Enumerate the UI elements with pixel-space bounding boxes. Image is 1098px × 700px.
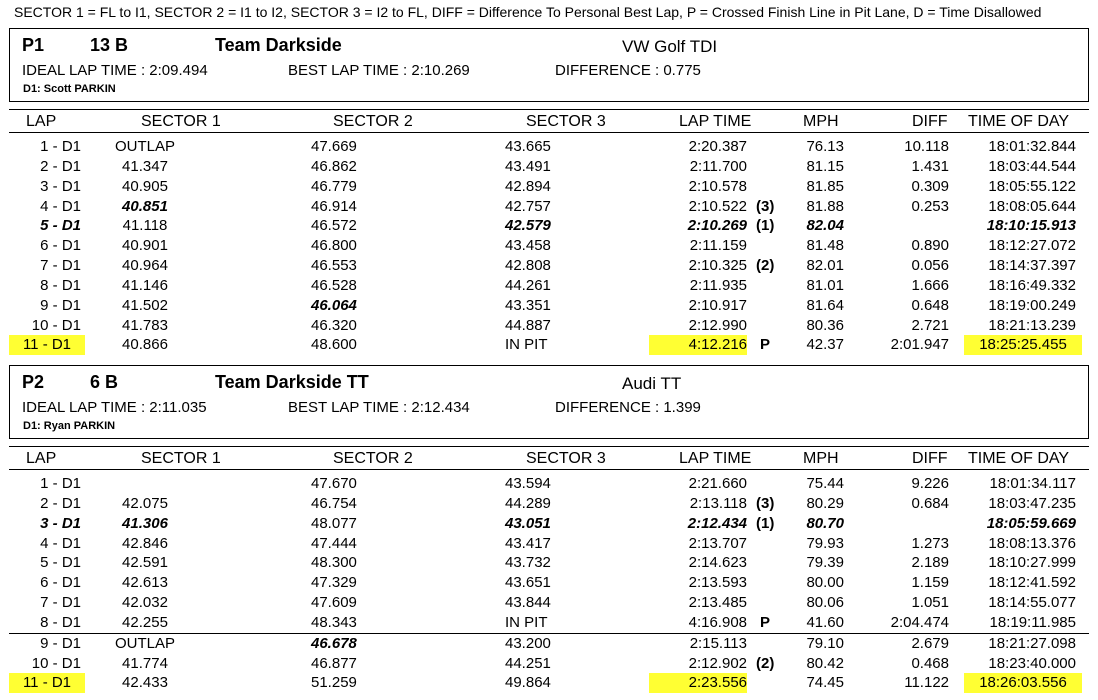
lap-time-cell: 4:16.908 [688, 613, 747, 631]
entry-header-box [9, 365, 1089, 439]
team-name: Team Darkside TT [215, 372, 369, 392]
lap-rank: (1) [756, 514, 775, 532]
sector-3-cell: 43.051 [505, 514, 551, 532]
diff-cell: 0.684 [911, 494, 949, 512]
mph-cell: 41.60 [806, 613, 844, 631]
lap-cell: 7 - D1 [40, 257, 81, 275]
col-lap-time: LAP TIME [679, 450, 752, 467]
lap-time-cell: 2:23.556 [649, 673, 747, 693]
lap-time-cell: 2:14.623 [688, 554, 747, 572]
sector-2-cell: 48.600 [311, 336, 357, 354]
entry-header-box [9, 28, 1089, 102]
table-row [9, 553, 1089, 573]
mph-cell: 81.15 [806, 157, 844, 175]
sector-1-cell: 42.032 [122, 594, 168, 612]
lap-rank: (3) [756, 197, 775, 215]
time-of-day-cell: 18:16:49.332 [988, 276, 1076, 294]
sector-2-cell: 46.754 [311, 494, 357, 512]
lap-rank: (2) [756, 654, 775, 672]
position: P2 [22, 372, 45, 392]
col-diff: DIFF [912, 113, 948, 130]
column-headers [9, 438, 1089, 470]
lap-rows [9, 137, 1089, 355]
mph-cell: 74.45 [806, 674, 844, 692]
lap-cell: 11 - D1 [9, 673, 85, 693]
diff-cell: 1.051 [911, 594, 949, 612]
mph-cell: 76.13 [806, 138, 844, 155]
lap-time-cell: 2:13.485 [688, 594, 747, 612]
sector-2-cell: 46.528 [311, 276, 357, 294]
time-of-day-cell: 18:01:34.117 [989, 475, 1076, 492]
car-number: 6 B [90, 372, 119, 392]
sector-1-cell: 42.075 [122, 494, 168, 512]
diff-cell: 0.253 [911, 197, 949, 215]
sector-1-cell: 41.347 [122, 157, 168, 175]
position: P1 [22, 35, 45, 55]
sector-2-cell: 46.553 [311, 257, 357, 275]
table-row [9, 673, 1089, 693]
table-row [9, 157, 1089, 177]
lap-time-cell: 2:13.118 [689, 494, 747, 512]
lap-rank: (3) [756, 494, 775, 512]
sector-3-cell: 43.417 [505, 534, 551, 552]
lap-cell: 4 - D1 [40, 534, 81, 552]
lap-time-cell: 2:10.325 [688, 257, 747, 275]
difference: DIFFERENCE : 0.775 [555, 62, 701, 79]
table-row [9, 316, 1089, 336]
sector-1-cell: OUTLAP [114, 138, 175, 155]
mph-cell: 79.93 [806, 534, 844, 552]
car-number: 13 B [90, 35, 129, 55]
lap-time-cell: 2:13.707 [688, 534, 747, 552]
time-of-day-cell: 18:05:59.669 [986, 514, 1076, 532]
legend-text: SECTOR 1 = FL to I1, SECTOR 2 = I1 to I2, SECTOR 3 = I2 to FL, DIFF = Difference To Personal Best Lap, P = Crossed Finish Line in Pit Lane, D = Time Disallowed [14, 4, 1042, 20]
car-model: Audi TT [622, 374, 682, 393]
sector-3-cell: 43.200 [505, 634, 551, 652]
sector-2-cell: 48.343 [311, 613, 357, 631]
diff-cell: 11.122 [904, 674, 949, 692]
table-row [9, 514, 1089, 534]
time-of-day-cell: 18:01:32.844 [988, 138, 1076, 155]
sector-2-cell: 46.914 [311, 197, 357, 215]
sector-3-cell: 49.864 [505, 674, 551, 692]
mph-cell: 79.39 [806, 554, 844, 572]
lap-cell: 11 - D1 [9, 335, 85, 355]
lap-cell: 8 - D1 [40, 276, 81, 294]
lap-cell: 10 - D1 [31, 316, 81, 334]
sector-2-cell: 46.320 [311, 316, 357, 334]
diff-cell: 2.721 [911, 316, 949, 334]
time-of-day-cell: 18:25:25.455 [964, 335, 1082, 355]
col-lap: LAP [26, 450, 57, 467]
diff-cell: 9.226 [911, 475, 949, 492]
time-of-day-cell: 18:12:41.592 [988, 574, 1076, 592]
lap-cell: 10 - D1 [31, 654, 81, 672]
diff-cell: 2:04.474 [890, 613, 949, 631]
lap-cell: 5 - D1 [40, 217, 81, 235]
col-time-of-day: TIME OF DAY [968, 113, 1070, 130]
sector-1-cell: 41.306 [122, 514, 168, 532]
time-of-day-cell: 18:08:13.376 [988, 534, 1076, 552]
time-of-day-cell: 18:03:44.544 [988, 157, 1076, 175]
time-of-day-cell: 18:12:27.072 [988, 237, 1076, 255]
ideal-lap-time: IDEAL LAP TIME : 2:11.035 [22, 399, 207, 416]
sector-1-cell: 40.905 [122, 177, 168, 195]
sector-2-cell: 51.259 [311, 674, 357, 692]
diff-cell: 1.431 [911, 157, 949, 175]
sector-3-cell: 42.579 [505, 217, 551, 235]
sector-3-cell: 43.651 [505, 574, 551, 592]
lap-time-cell: 2:10.578 [688, 177, 747, 195]
team-name: Team Darkside [215, 35, 342, 55]
driver-name: D1: Scott PARKIN [23, 83, 116, 95]
time-of-day-cell: 18:05:55.122 [988, 177, 1076, 195]
sector-3-cell: 42.894 [505, 177, 551, 195]
sector-3-cell: 44.289 [505, 494, 551, 512]
time-of-day-cell: 18:08:05.644 [988, 197, 1076, 215]
lap-time-cell: 2:12.902 [688, 654, 747, 672]
mph-cell: 81.88 [806, 197, 844, 215]
lap-cell: 5 - D1 [40, 554, 81, 572]
sector-1-cell: 42.613 [122, 574, 168, 592]
col-sector-3: SECTOR 3 [526, 113, 606, 130]
col-diff: DIFF [912, 450, 948, 467]
mph-cell: 80.42 [806, 654, 844, 672]
sector-2-cell: 46.877 [311, 654, 357, 672]
time-of-day-cell: 18:23:40.000 [988, 654, 1076, 672]
table-row [9, 633, 1089, 654]
diff-cell: 10.118 [904, 138, 949, 155]
table-row [9, 573, 1089, 593]
table-row [9, 177, 1089, 197]
table-row [9, 216, 1089, 236]
sector-2-cell: 46.064 [311, 296, 357, 314]
lap-time-cell: 2:11.159 [689, 237, 747, 255]
sector-1-cell: 41.774 [122, 654, 168, 672]
time-of-day-cell: 18:03:47.235 [988, 494, 1076, 512]
sector-2-cell: 46.572 [311, 217, 357, 235]
lap-time-cell: 2:10.269 [687, 217, 747, 235]
lap-rank: (2) [756, 257, 775, 275]
sector-2-cell: 46.779 [311, 177, 357, 195]
best-lap-time: BEST LAP TIME : 2:10.269 [288, 62, 470, 79]
diff-cell: 0.890 [911, 237, 949, 255]
lap-time-cell: 2:12.990 [688, 316, 747, 334]
col-lap-time: LAP TIME [679, 113, 752, 130]
table-row [9, 593, 1089, 613]
lap-cell: 8 - D1 [40, 613, 81, 631]
time-of-day-cell: 18:14:37.397 [988, 257, 1076, 275]
ideal-lap-time: IDEAL LAP TIME : 2:09.494 [22, 62, 208, 79]
time-of-day-cell: 18:21:13.239 [988, 316, 1076, 334]
col-sector-2: SECTOR 2 [333, 113, 413, 130]
sector-3-cell: 44.261 [505, 276, 551, 294]
lap-cell: 9 - D1 [40, 296, 81, 314]
time-of-day-cell: 18:19:11.985 [989, 613, 1076, 631]
mph-cell: 80.36 [806, 316, 844, 334]
sector-2-cell: 46.678 [311, 634, 357, 652]
lap-cell: 6 - D1 [40, 237, 81, 255]
sector-3-cell: 44.251 [505, 654, 551, 672]
sector-2-cell: 46.800 [311, 237, 357, 255]
lap-cell: 3 - D1 [40, 514, 81, 532]
lap-time-cell: 2:13.593 [688, 574, 747, 592]
lap-rows [9, 474, 1089, 693]
sector-3-cell: 43.594 [505, 475, 551, 492]
sector-1-cell: 41.118 [122, 217, 168, 235]
table-row [9, 534, 1089, 554]
mph-cell: 81.01 [806, 276, 844, 294]
sector-1-cell: 40.851 [122, 197, 168, 215]
sector-3-cell: 43.351 [505, 296, 551, 314]
sector-1-cell: 40.866 [122, 336, 168, 354]
col-sector-1: SECTOR 1 [141, 113, 221, 130]
diff-cell: 1.159 [911, 574, 949, 592]
time-of-day-cell: 18:14:55.077 [988, 594, 1076, 612]
mph-cell: 80.00 [806, 574, 844, 592]
sector-2-cell: 46.862 [311, 157, 357, 175]
col-time-of-day: TIME OF DAY [968, 450, 1070, 467]
lap-time-cell: 4:12.216 [649, 335, 747, 355]
lap-time-cell: 2:11.935 [689, 276, 747, 294]
time-of-day-cell: 18:26:03.556 [964, 673, 1082, 693]
mph-cell: 80.06 [806, 594, 844, 612]
lap-cell: 7 - D1 [40, 594, 81, 612]
mph-cell: 81.48 [806, 237, 844, 255]
sector-3-cell: 43.491 [505, 157, 551, 175]
sector-3-cell: 43.665 [505, 138, 551, 155]
sector-2-cell: 47.669 [311, 138, 357, 155]
column-headers [9, 101, 1089, 133]
table-row [9, 137, 1089, 157]
lap-cell: 9 - D1 [40, 634, 81, 652]
sector-1-cell: 41.146 [122, 276, 168, 294]
lap-time-cell: 2:10.522 [688, 197, 747, 215]
lap-rank: (1) [756, 217, 775, 235]
best-lap-time: BEST LAP TIME : 2:12.434 [288, 399, 470, 416]
sector-2-cell: 47.609 [311, 594, 357, 612]
car-model: VW Golf TDI [622, 37, 718, 56]
sector-1-cell: 42.433 [122, 674, 168, 692]
col-mph: MPH [803, 450, 839, 467]
lap-time-cell: 2:12.434 [687, 514, 747, 532]
lap-time-cell: 2:11.700 [689, 157, 747, 175]
sector-3-cell: 43.732 [505, 554, 551, 572]
table-row [9, 474, 1089, 494]
sector-3-cell: 42.808 [505, 257, 551, 275]
sector-1-cell: 40.964 [122, 257, 168, 275]
col-sector-3: SECTOR 3 [526, 450, 606, 467]
time-of-day-cell: 18:10:27.999 [988, 554, 1076, 572]
col-sector-2: SECTOR 2 [333, 450, 413, 467]
time-of-day-cell: 18:19:00.249 [988, 296, 1076, 314]
sector-2-cell: 47.329 [311, 574, 357, 592]
table-row [9, 335, 1089, 355]
sector-1-cell: 42.591 [122, 554, 168, 572]
lap-time-cell: 2:21.660 [688, 475, 747, 492]
lap-cell: 3 - D1 [40, 177, 81, 195]
mph-cell: 81.85 [806, 177, 844, 195]
lap-time-cell: 2:20.387 [688, 138, 747, 155]
pit-flag: P [760, 336, 771, 354]
mph-cell: 80.29 [806, 494, 844, 512]
diff-cell: 2.679 [911, 634, 949, 652]
diff-cell: 2:01.947 [890, 336, 949, 354]
diff-cell: 0.309 [911, 177, 949, 195]
sector-1-cell: 41.502 [122, 296, 168, 314]
table-row [9, 276, 1089, 296]
lap-cell: 6 - D1 [40, 574, 81, 592]
mph-cell: 79.10 [806, 634, 844, 652]
diff-cell: 0.648 [911, 296, 949, 314]
diff-cell: 0.056 [911, 257, 949, 275]
sector-2-cell: 47.670 [311, 475, 357, 492]
sector-3-cell: 43.458 [505, 237, 551, 255]
sector-1-cell: 41.783 [122, 316, 168, 334]
col-lap: LAP [26, 113, 57, 130]
mph-cell: 75.44 [806, 475, 844, 492]
diff-cell: 1.273 [911, 534, 949, 552]
time-of-day-cell: 18:10:15.913 [986, 217, 1076, 235]
lap-time-cell: 2:15.113 [689, 634, 747, 652]
driver-name: D1: Ryan PARKIN [23, 420, 116, 432]
table-row [9, 494, 1089, 514]
mph-cell: 82.01 [806, 257, 844, 275]
sector-3-cell: IN PIT [505, 613, 548, 631]
sector-3-cell: IN PIT [505, 336, 548, 354]
table-row [9, 296, 1089, 316]
sector-1-cell: 42.846 [122, 534, 168, 552]
table-row [9, 613, 1089, 633]
table-row [9, 236, 1089, 256]
pit-flag: P [760, 613, 771, 631]
table-row [9, 654, 1089, 674]
lap-cell: 4 - D1 [40, 197, 81, 215]
diff-cell: 0.468 [911, 654, 949, 672]
lap-cell: 1 - D1 [40, 475, 81, 492]
table-row [9, 256, 1089, 276]
sector-3-cell: 43.844 [505, 594, 551, 612]
sector-1-cell: 42.255 [122, 613, 168, 631]
sector-3-cell: 42.757 [505, 197, 551, 215]
col-sector-1: SECTOR 1 [141, 450, 221, 467]
lap-cell: 2 - D1 [40, 494, 81, 512]
diff-cell: 2.189 [911, 554, 949, 572]
table-row [9, 197, 1089, 217]
lap-cell: 1 - D1 [40, 138, 81, 155]
mph-cell: 42.37 [806, 336, 844, 354]
sector-1-cell: OUTLAP [114, 634, 175, 652]
lap-cell: 2 - D1 [40, 157, 81, 175]
lap-time-cell: 2:10.917 [688, 296, 747, 314]
sector-3-cell: 44.887 [505, 316, 551, 334]
diff-cell: 1.666 [911, 276, 949, 294]
col-mph: MPH [803, 113, 839, 130]
sector-1-cell: 40.901 [122, 237, 168, 255]
mph-cell: 82.04 [806, 217, 844, 235]
difference: DIFFERENCE : 1.399 [555, 399, 701, 416]
mph-cell: 80.70 [806, 514, 844, 532]
sector-2-cell: 48.300 [311, 554, 357, 572]
mph-cell: 81.64 [806, 296, 844, 314]
sector-2-cell: 47.444 [311, 534, 357, 552]
time-of-day-cell: 18:21:27.098 [988, 634, 1076, 652]
sector-2-cell: 48.077 [311, 514, 357, 532]
